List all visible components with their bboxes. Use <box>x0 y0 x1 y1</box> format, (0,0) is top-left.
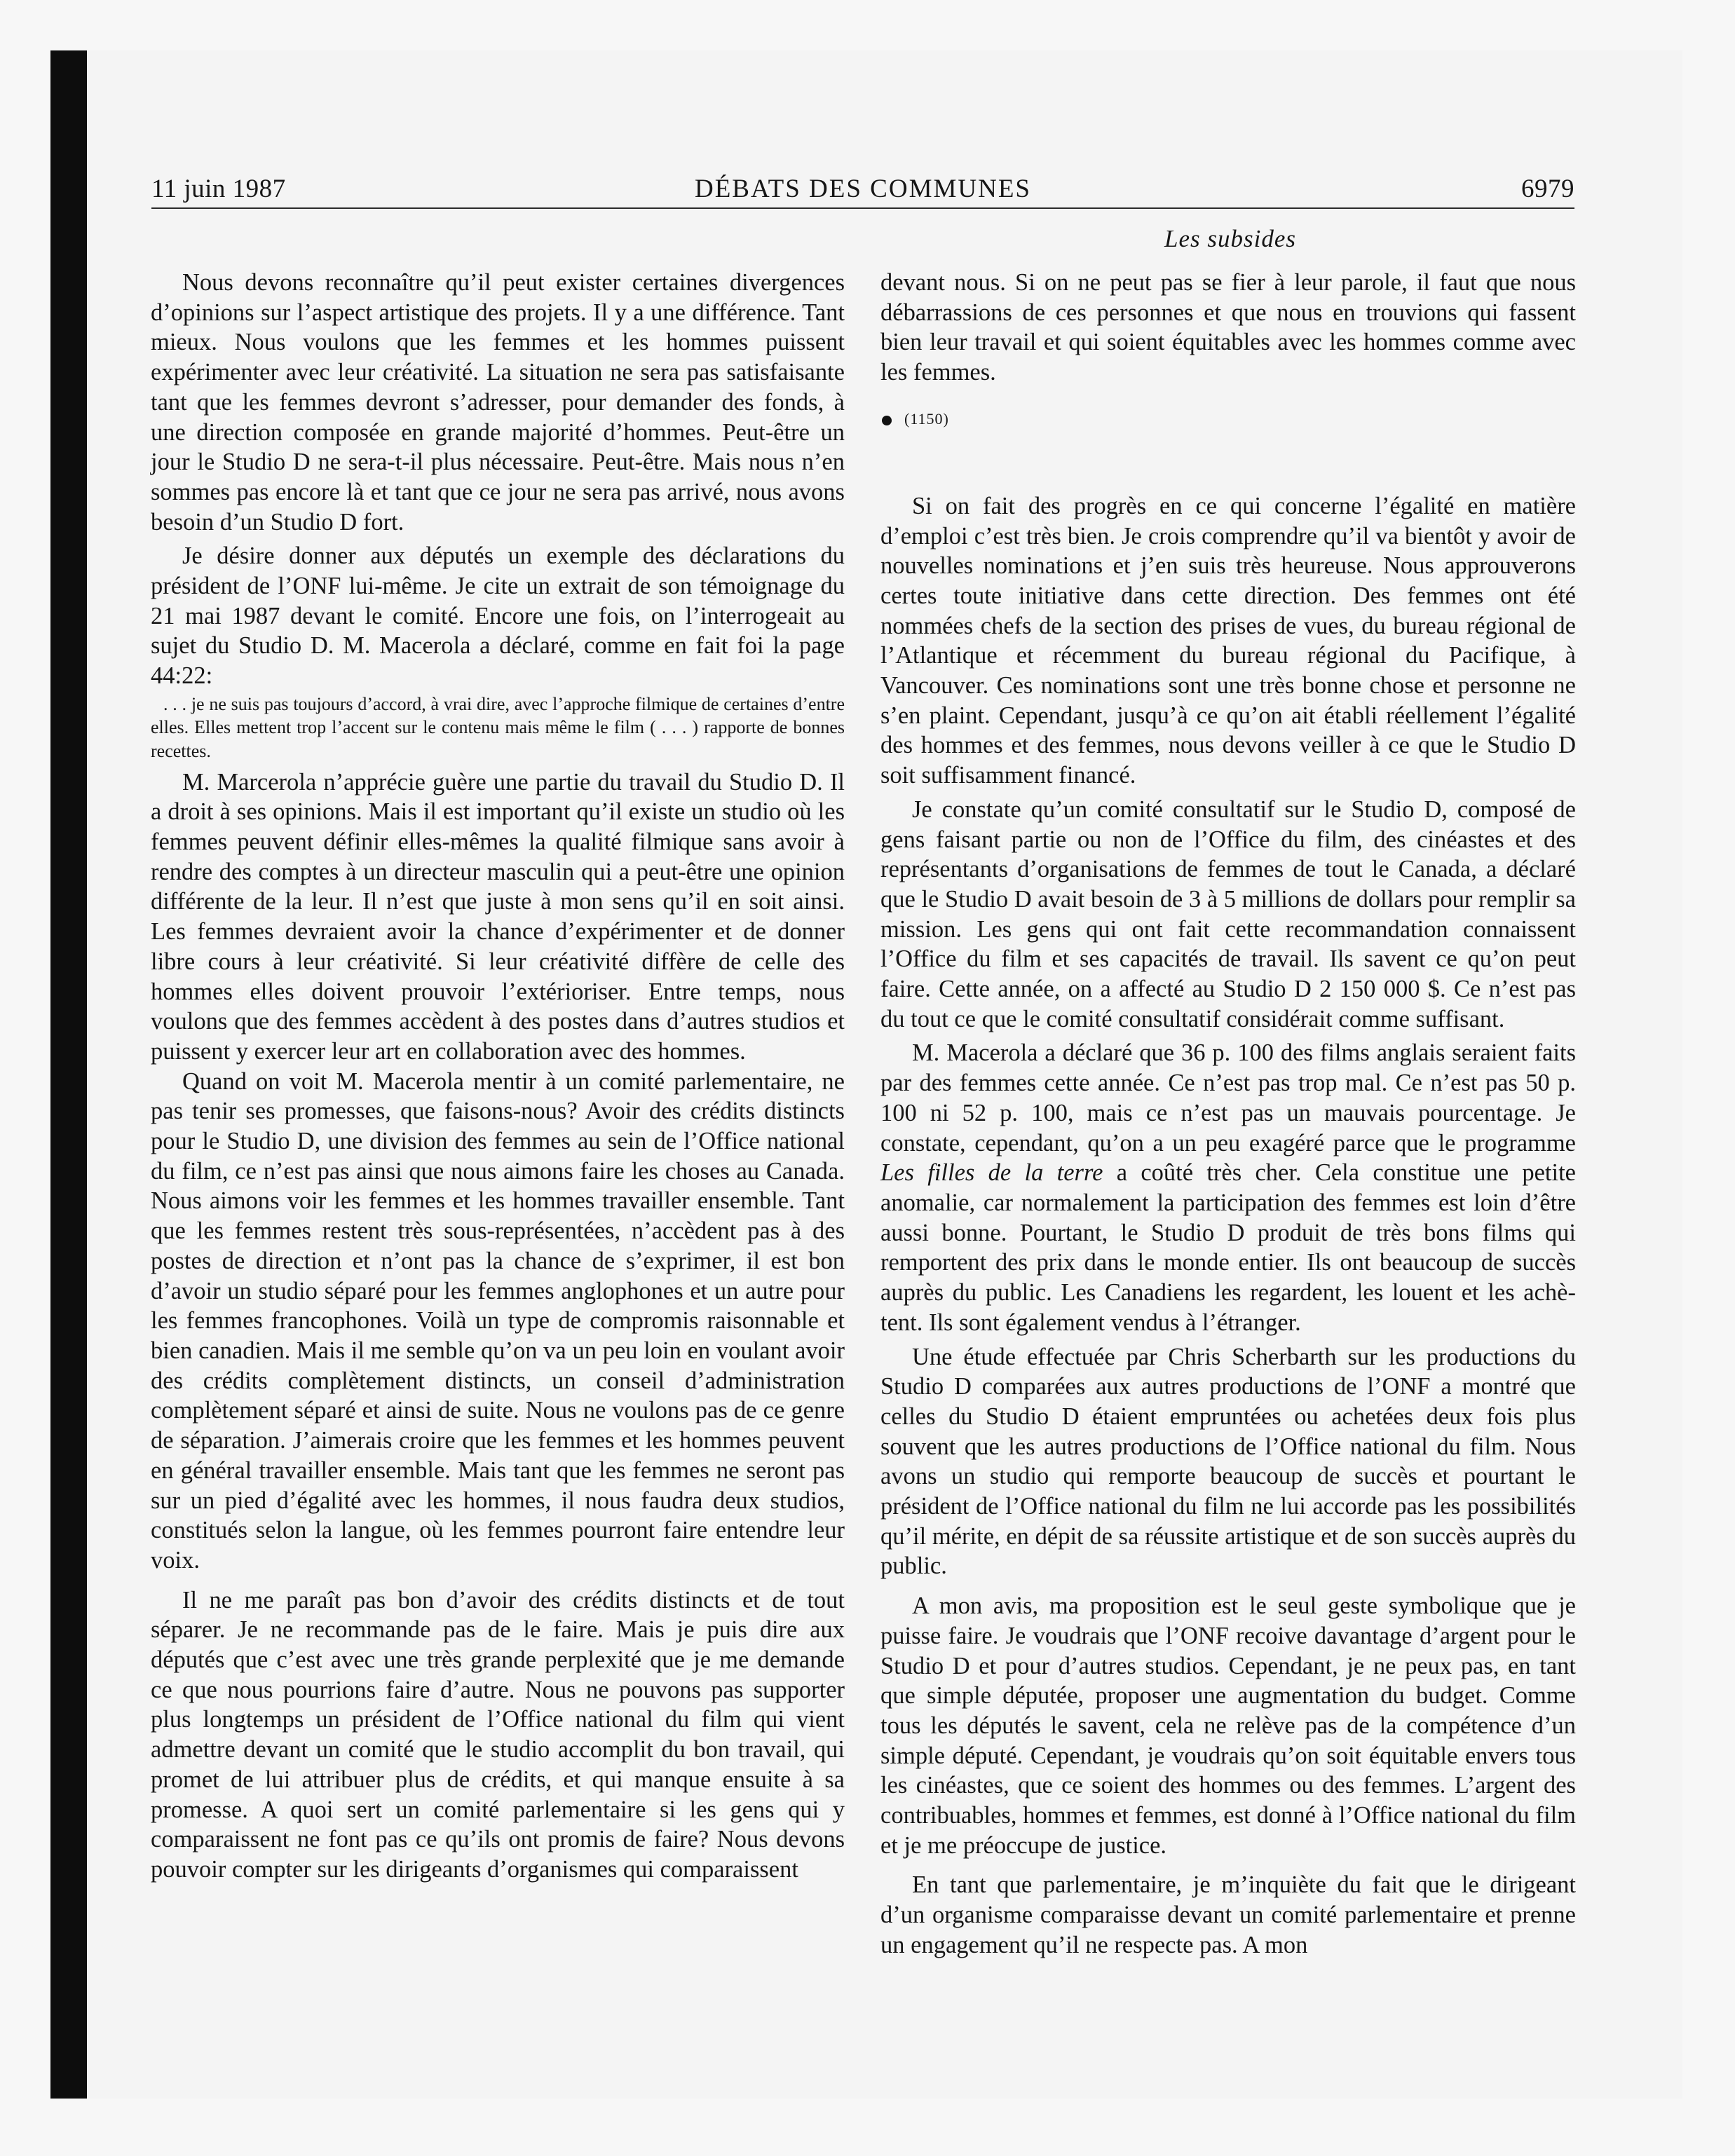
paragraph: devant nous. Si on ne peut pas se fier à leur parole, il faut que nous débarrassions de ces personnes et que nous en trouvions qui fassent bien leur travail et qui soient équitables avec les hommes comme avec les femmes. <box>880 269 1576 386</box>
program-title: Les filles de la terre <box>880 1159 1103 1187</box>
left-column <box>151 268 845 1885</box>
time-marker <box>880 409 1576 430</box>
paragraph: Quand on voit M. Macerola mentir à un comité parlementaire, ne pas tenir ses promesses, que faisons-nous? Avoir des crédits distincts pour le Studio D, une division des femmes au sein de l’Office national du film, ce n’est pas ainsi que nous aimons faire les choses au Canada. Nous aimons voir les femmes et les hommes travailler ensemble. Tant que les femmes restent très sous-représentées, n’accèdent pas à des postes de direction et n’ont pas la chance de s’exprimer, il est bon d’avoir un studio séparé pour les femmes anglophones et un autre pour les femmes francophones. Voilà un type de compromis raisonnable et bien canadien. Mais il me semble qu’on va un peu loin en voulant avoir des crédits complètement distincts, un conseil d’administration complètement séparé et ainsi de suite. Nous ne voulons pas de ce genre de séparation. J’aimerais croire que les femmes et les hommes peuvent en général travailler ensemble. Mais tant que les femmes ne seront pas sur un pied d’égalité avec les hommes, il nous faudra deux studios, constitués selon la langue, où les femmes pourront faire entendre leur voix. <box>151 1067 845 1574</box>
bullet-icon <box>882 416 892 425</box>
paragraph: Une étude effectuée par Chris Scherbarth sur les productions du Studio D comparées aux autres productions de l’ONF a montré que celles du Studio D étaient empruntées ou achetées deux fois plus souvent que les autres productions de l’Office national du film. Nous avons un studio qui remporte beaucoup de succès et pourtant le président de l’Office national du film ne lui accorde pas les possibilités qu’il mérite, en dépit de sa réussite artistique et de son succès auprès du public. <box>880 1343 1576 1580</box>
paragraph-text: M. Macerola a déclaré que 36 p. 100 des films anglais seraient faits par des femmes cette année. Ce n’est pas trop mal. Ce n’est pas 50 p. 100 ni 52 p. 100, mais ce n’est pas un mauvais pourcentage. Je constate, cependant, qu’on a un peu exagéré parce que le programme <box>880 1039 1576 1157</box>
section-title: Les subsides <box>1164 225 1296 252</box>
quotation <box>151 692 845 763</box>
paragraph: Nous devons reconnaître qu’il peut exister certaines divergences d’opinions sur l’aspect artistique des projets. Il y a une différence. Tant mieux. Nous voulons que les femmes et les hommes puissent expérimenter avec leur créativité. La situation ne sera pas satisfaisante tant que les femmes devront s’adresser, pour demander des fonds, à une direction composée en grande majorité d’hommes. Peut-être un jour le Studio D ne sera-t-il plus nécessaire. Peut-être. Mais nous n’en sommes pas encore là et tant que ce jour ne sera pas arrivé, nous avons besoin d’un Studio D fort. <box>151 269 845 535</box>
page-number: 6979 <box>1521 175 1574 203</box>
paragraph: A mon avis, ma proposition est le seul geste symbolique que je puisse faire. Je voudrais que l’ONF recoive davantage d’argent pour le Studio D et pour d’autres studios. Cependant, je ne peux pas, en tant que simple députée, proposer une augmentation du budget. Comme tous les députés le savent, cela ne relève pas de la compétence d’un simple député. Cependant, je voudrais qu’on soit équitable envers tous les cinéastes, que ce soient des hommes ou des femmes. L’argent des contribuables, hommes et femmes, est donné à l’Office national du film et je me préoccupe de justice. <box>880 1592 1576 1859</box>
paragraph: Si on fait des progrès en ce qui concerne l’égalité en matière d’emploi c’est très bien. Je crois comprendre qu’il va bientôt y avoir de nouvelles nominations et j’en suis très heureuse. Nous approuverons certes toute initiative dans cette direction. Des femmes ont été nommées chefs de la section des prises de vues, du bureau régional de l’Atlantique et récemment du bureau régional du Pacifique, à Vancouver. Ces nominations sont une très bonne chose et personne ne s’en plaint. Cependant, jusqu’à ce qu’on ait établi réellement l’égalité des hommes et des femmes, nous devons veiller à ce que le Studio D soit suffisamment financé. <box>880 492 1576 789</box>
quotation-text: . . . je ne suis pas toujours d’accord, à vrai dire, avec l’approche filmique de certaines d’entre elles. Elles mettent trop l’accent sur le contenu mais même le film ( . . . ) rapporte de bonnes recettes. <box>151 693 845 762</box>
header-date: 11 juin 1987 <box>151 175 286 203</box>
paragraph: Je désire donner aux députés un exemple des déclarations du président de l’ONF lui-même. Je cite un extrait de son témoignage du 21 mai 1987 devant le comité. Encore une fois, on l’interrogeait au sujet du Studio D. M. Macerola a déclaré, comme en fait foi la page 44:22: <box>151 543 845 690</box>
paragraph: Il ne me paraît pas bon d’avoir des crédits distincts et de tout séparer. Je ne recommande pas de le faire. Mais je puis dire aux députés que c’est avec une très grande perplexité que je me demande ce que nous pourrions faire d’autre. Nous ne pouvons pas supporter plus longtemps un président de l’Office national du film qui vient admettre devant un comité que le studio accomplit du bon travail, qui promet de lui attribuer plus de crédits, et qui manque ensuite à sa promesse. A quoi sert un comité parlementaire si les gens qui y comparaissent ne font pas ce qu’ils ont promis de faire? Nous devons pouvoir compter sur les dirigeants d’organismes qui comparaissent <box>151 1586 845 1883</box>
paragraph: M. Marcerola n’apprécie guère une partie du travail du Studio D. Il a droit à ses opinions. Mais il est important qu’il existe un studio où les femmes peuvent définir elles-mêmes la qualité filmique sans avoir à rendre des comptes à un directeur masculin qui a peut-être une opinion différente de la leur. Il n’est que juste à mon sens qu’il en soit ainsi. Les femmes devraient avoir la chance d’expérimenter et de donner libre cours à leur créativité. Si leur créativité diffère de celle des hommes elles doivent prouvoir l’extérioriser. Entre temps, nous voulons que des femmes accèdent à des postes dans d’autres studios et puissent y exercer leur art en collaboration avec des hommes. <box>151 768 845 1065</box>
time-marker-text: (1150) <box>904 409 949 428</box>
paragraph: En tant que parlementaire, je m’inquiète du fait que le dirigeant d’un organisme comparaisse devant un comité parlementaire et prenne un engagement qu’il ne respecte pas. A mon <box>880 1871 1576 1958</box>
page-header <box>151 172 1574 207</box>
header-title: DÉBATS DES COMMUNES <box>694 175 1031 203</box>
paragraph: Je constate qu’un comité consultatif sur le Studio D, composé de gens faisant partie ou non de l’Office du film, des cinéastes et des représentants d’organisations de femmes de tout le Canada, a déclaré que le Studio D avait besoin de 3 à 5 millions de dollars pour remplir sa mission. Les gens qui ont fait cette recommandation connaissent l’Office du film et ses capacités de travail. Ils savent ce qu’on peut faire. Cette année, on a affecté au Studio D 2 150 000 $. Ce n’est pas du tout ce que le comité consultatif considérait comme suffisant. <box>880 796 1576 1032</box>
right-column <box>880 268 1576 1960</box>
scan-binding-edge <box>50 50 87 2099</box>
paragraph-text: a coûté très cher. Cela constitue une petite anomalie, car normalement la participation des femmes est loin d’être aussi bonne. Pourtant, le Studio D produit de très bons films qui remportent des prix dans le monde entier. Ils ont beaucoup de succès auprès du public. Les Canadiens les regardent, les louent et les achètent. Ils sont également vendus à l’étranger. <box>880 1159 1576 1336</box>
paragraph <box>880 1038 1576 1337</box>
header-rule <box>151 207 1574 209</box>
